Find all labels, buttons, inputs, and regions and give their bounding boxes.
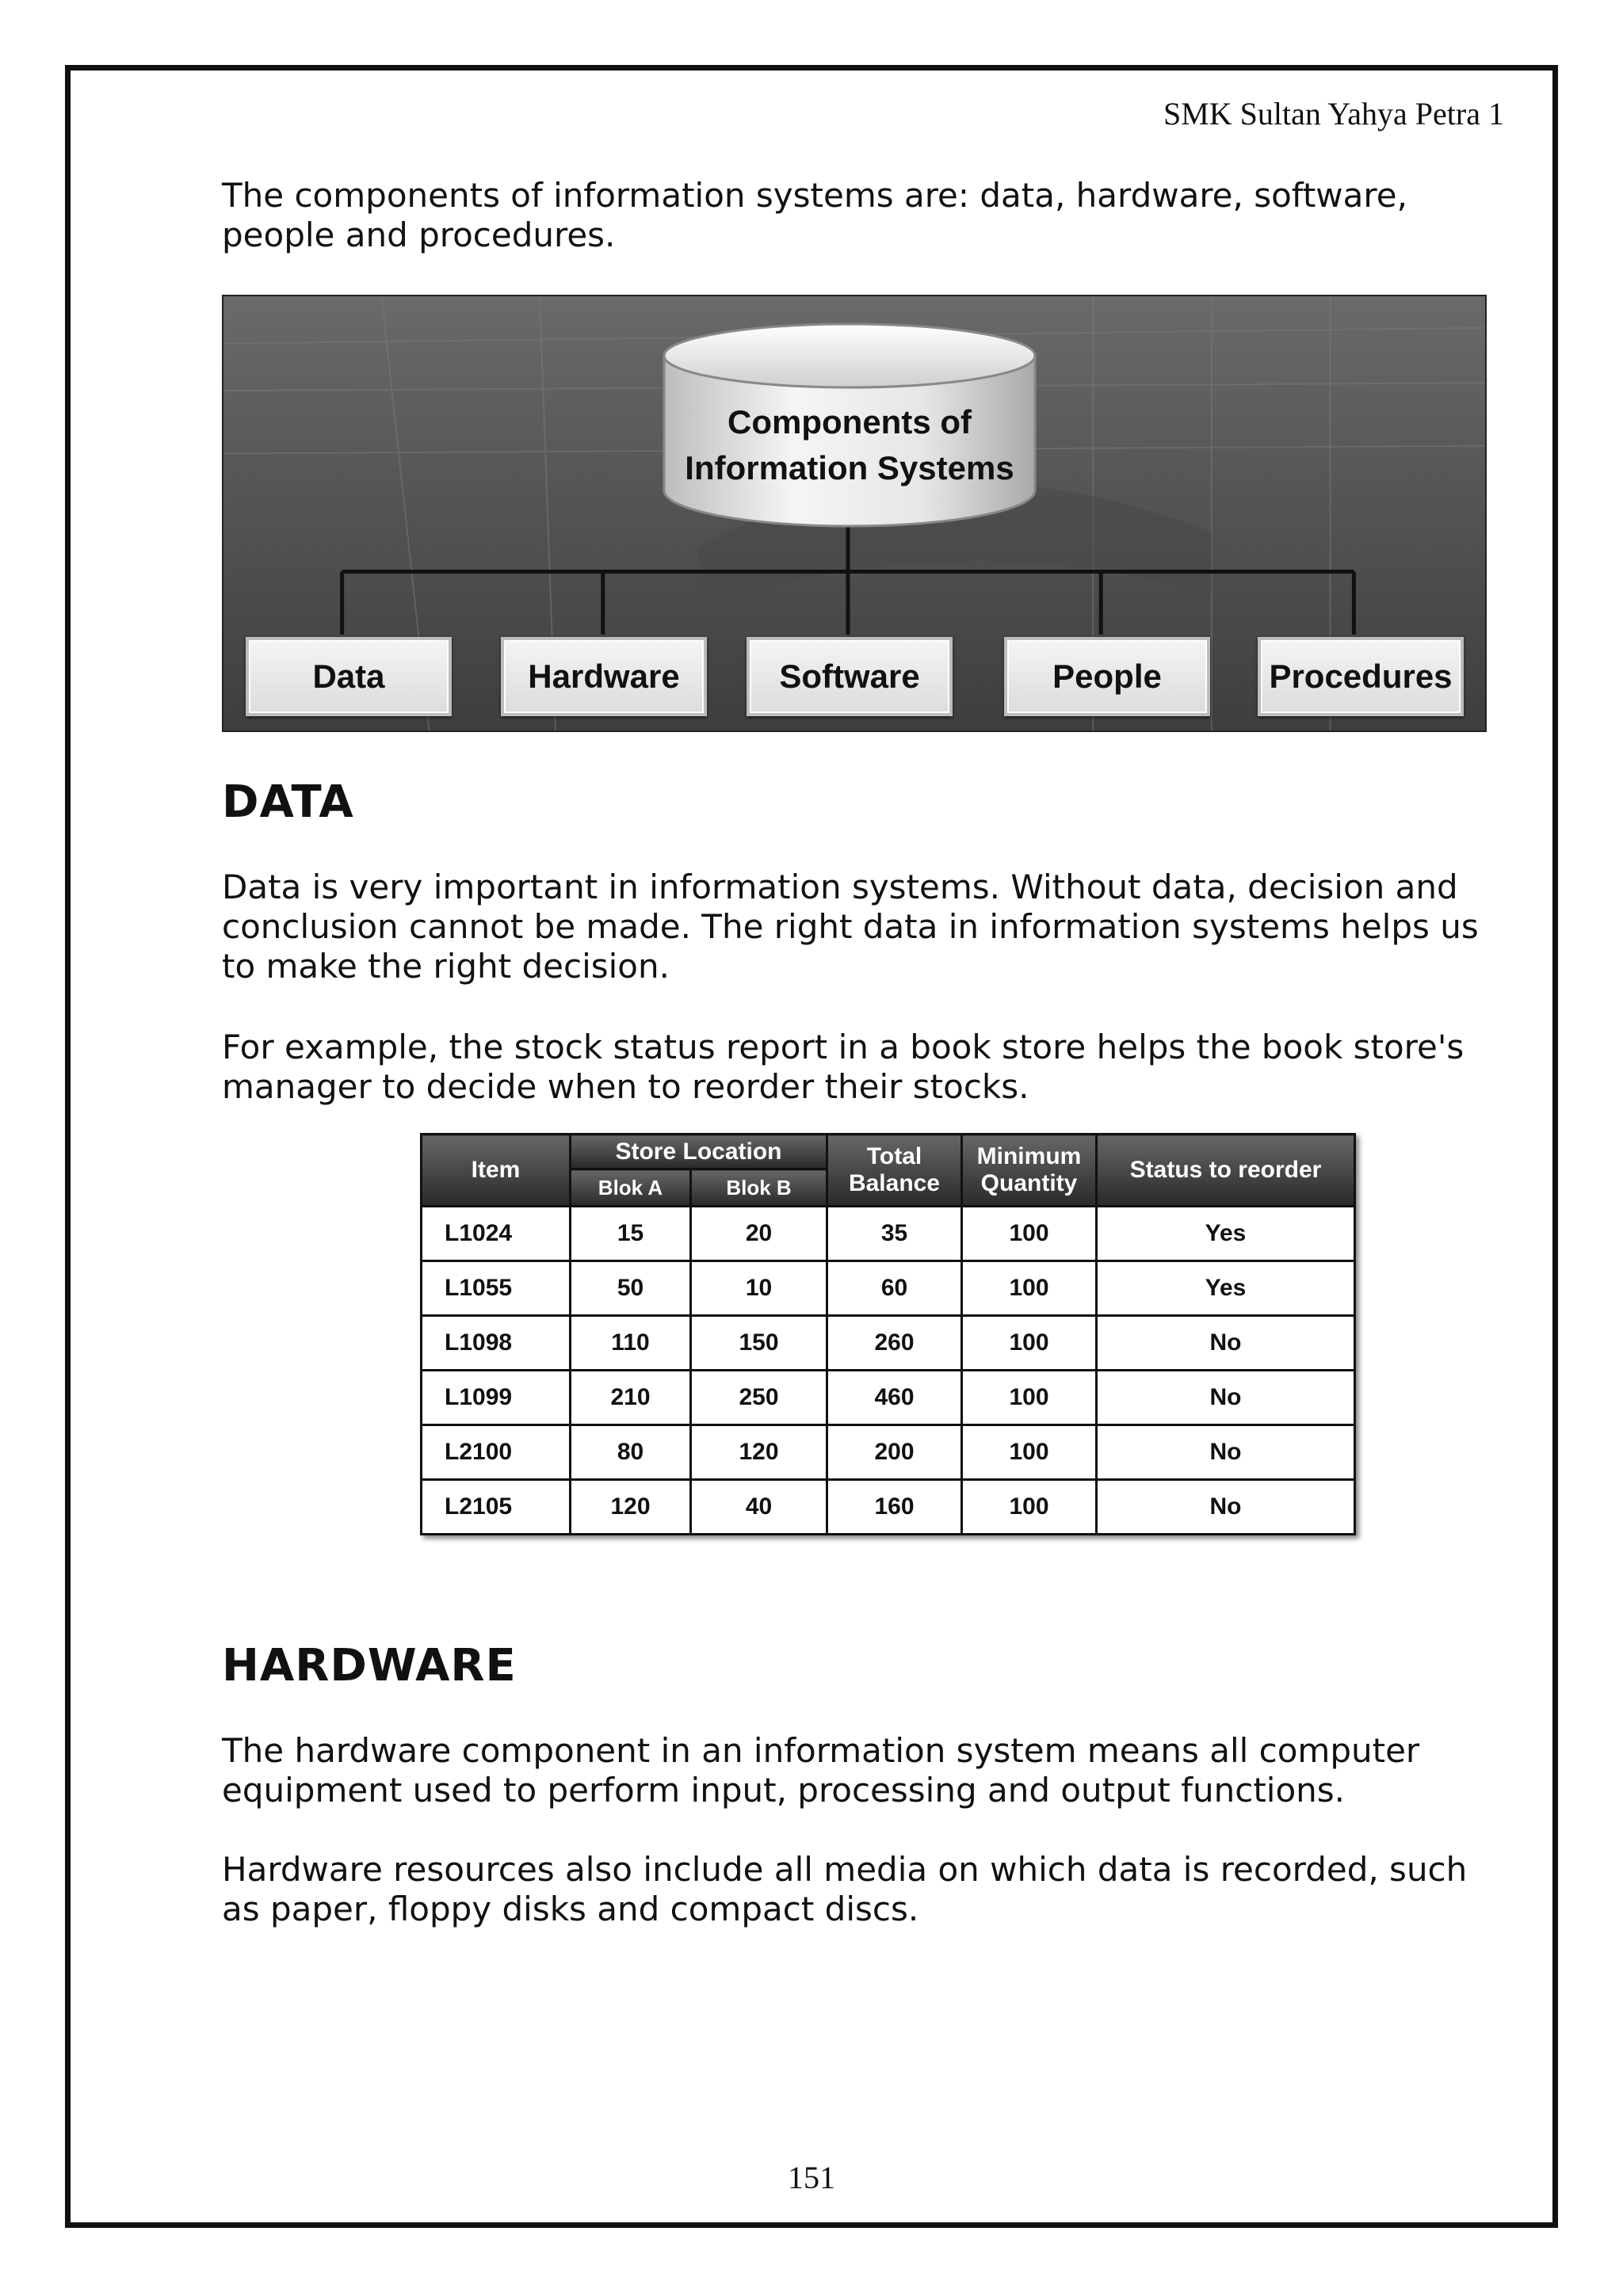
cell-total-balance: 260 [827,1316,962,1371]
cell-blok-b: 250 [691,1371,827,1425]
col-header-minimum-quantity [962,1135,1097,1207]
cell-total-balance: 460 [827,1371,962,1425]
cell-item: L1055 [422,1261,571,1316]
component-box-procedures: Procedures [1258,637,1464,716]
cell-blok-a: 120 [571,1480,691,1535]
cell-item: L2100 [422,1425,571,1480]
cell-item: L1024 [422,1207,571,1261]
cell-blok-b: 10 [691,1261,827,1316]
cell-total-balance: 200 [827,1425,962,1480]
components-diagram [222,295,1487,732]
table-row [422,1207,1355,1261]
cell-blok-b: 20 [691,1207,827,1261]
data-paragraph-1: Data is very important in information systems. Without data, decision and conclusion cannot be made. The right data in information systems helps us to make the right decision. [222,868,1479,986]
cell-status: No [1097,1425,1355,1480]
cell-blok-a: 80 [571,1425,691,1480]
cell-status: Yes [1097,1261,1355,1316]
cell-blok-a: 110 [571,1316,691,1371]
cell-minimum-quantity: 100 [962,1371,1097,1425]
cell-item: L2105 [422,1480,571,1535]
diagram-title-line2: Information Systems [685,449,1014,486]
cell-total-balance: 160 [827,1480,962,1535]
cell-minimum-quantity: 100 [962,1261,1097,1316]
cell-blok-a: 50 [571,1261,691,1316]
cell-status: No [1097,1316,1355,1371]
cell-blok-b: 40 [691,1480,827,1535]
table-row [422,1480,1355,1535]
table-row [422,1261,1355,1316]
page-number: 151 [788,2160,835,2195]
cell-item: L1099 [422,1371,571,1425]
col-header-item: Item [422,1135,571,1207]
school-header: SMK Sultan Yahya Petra 1 [1163,96,1504,132]
diagram-title [659,399,1040,491]
component-box-data: Data [246,637,452,716]
min-qty-line1: Minimum [976,1143,1082,1169]
component-box-people: People [1004,637,1210,716]
cell-status: No [1097,1371,1355,1425]
diagram-title-line1: Components of [727,403,972,441]
col-header-status: Status to reorder [1097,1135,1355,1207]
col-header-store-location: Store Location [571,1135,827,1169]
cell-total-balance: 60 [827,1261,962,1316]
cell-minimum-quantity: 100 [962,1316,1097,1371]
table-row [422,1425,1355,1480]
cell-blok-a: 15 [571,1207,691,1261]
col-header-total-balance [827,1135,962,1207]
cell-minimum-quantity: 100 [962,1480,1097,1535]
col-header-blok-a: Blok A [571,1169,691,1207]
component-box-hardware: Hardware [501,637,707,716]
hardware-paragraph-2: Hardware resources also include all media on which data is recorded, such as paper, floppy disks and compact discs. [222,1850,1468,1928]
cell-item: L1098 [422,1316,571,1371]
data-heading: DATA [222,776,354,828]
cell-blok-b: 150 [691,1316,827,1371]
component-box-software: Software [747,637,953,716]
total-balance-line1: Total [866,1143,922,1169]
cell-status: No [1097,1480,1355,1535]
hardware-heading: HARDWARE [222,1640,517,1691]
table-row [422,1371,1355,1425]
cell-blok-a: 210 [571,1371,691,1425]
cell-minimum-quantity: 100 [962,1207,1097,1261]
stock-status-table [420,1133,1356,1535]
data-paragraph-2: For example, the stock status report in a book store helps the book store's manager to decide when to reorder their stocks. [222,1028,1465,1106]
table-row [422,1316,1355,1371]
col-header-blok-b: Blok B [691,1169,827,1207]
hardware-paragraph-1: The hardware component in an information system means all computer equipment used to perform input, processing and output functions. [222,1731,1420,1810]
total-balance-line2: Balance [848,1170,941,1196]
cell-blok-b: 120 [691,1425,827,1480]
min-qty-line2: Quantity [980,1170,1078,1196]
cell-total-balance: 35 [827,1207,962,1261]
cell-status: Yes [1097,1207,1355,1261]
cell-minimum-quantity: 100 [962,1425,1097,1480]
intro-paragraph: The components of information systems are: data, hardware, software, people and procedures. [222,176,1407,254]
